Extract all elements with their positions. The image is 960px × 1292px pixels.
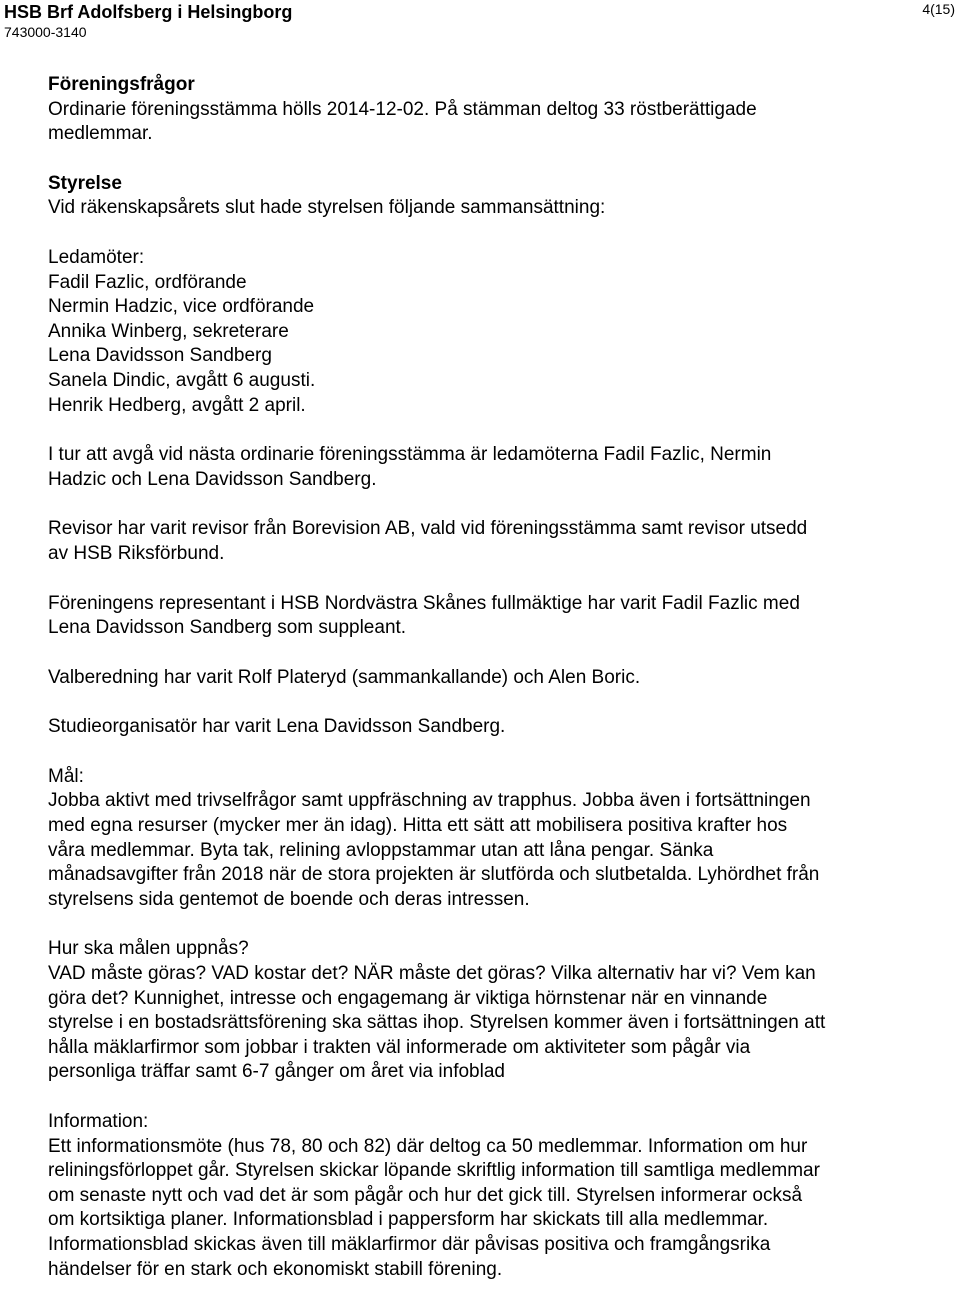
- text-line: styrelse i en bostadsrättsförening ska sättas ihop. Styrelsen kommer även i fortsättningen att: [48, 1012, 826, 1034]
- text-line: Valberedning har varit Rolf Plateryd (sammankallande) och Alen Boric.: [48, 666, 641, 688]
- text-line: styrelsens sida gentemot de boende och deras intressen.: [48, 888, 530, 910]
- text-line: Hadzic och Lena Davidsson Sandberg.: [48, 468, 377, 490]
- section-heading: Hur ska målen uppnås?: [48, 938, 249, 960]
- board-member: Annika Winberg, sekreterare: [48, 320, 289, 342]
- text-line: händelser för en stark och ekonomiskt stabill förening.: [48, 1258, 503, 1280]
- paragraph-studieorganisator: [48, 715, 954, 740]
- paragraph-representant: [48, 592, 954, 641]
- section-heading: Styrelse: [48, 172, 122, 194]
- board-member: Sanela Dindic, avgått 6 augusti.: [48, 369, 316, 391]
- board-member: Fadil Fazlic, ordförande: [48, 271, 247, 293]
- section-heading: Föreningsfrågor: [48, 74, 195, 95]
- text-line: om kortsiktiga planer. Informationsblad i pappersform har skickats till alla medlemmar.: [48, 1209, 769, 1231]
- text-line: Revisor har varit revisor från Borevision AB, vald vid föreningsstämma samt revisor utsedd: [48, 518, 808, 540]
- page-number: 4(15): [922, 1, 955, 17]
- board-member: Lena Davidsson Sandberg: [48, 345, 272, 367]
- text-line: Studieorganisatör har varit Lena Davidsson Sandberg.: [48, 716, 506, 738]
- text-line: våra medlemmar. Byta tak, relining avloppstammar utan att låna pengar. Sänka: [48, 839, 714, 861]
- board-member: Nermin Hadzic, vice ordförande: [48, 296, 315, 318]
- text-line: Lena Davidsson Sandberg som suppleant.: [48, 617, 407, 639]
- text-line: Informationsblad skickas även till mäklarfirmor där påvisas positiva och framgångsrika: [48, 1233, 771, 1255]
- text-line: Ett informationsmöte (hus 78, 80 och 82) där deltog ca 50 medlemmar. Information om hur: [48, 1135, 808, 1157]
- paragraph-revisor: [48, 517, 954, 566]
- text-line: reliningsförloppet går. Styrelsen skickar löpande skriftlig information till samtliga medlemmar: [48, 1160, 820, 1182]
- text-line: Vid räkenskapsårets slut hade styrelsen följande sammansättning:: [48, 197, 606, 219]
- text-line: om senaste nytt och vad det är som pågår och hur det gick till. Styrelsen informerar också: [48, 1184, 803, 1206]
- text-line: Ordinarie föreningsstämma hölls 2014-12-02. På stämman deltog 33 röstberättigade: [48, 98, 757, 120]
- organization-number: 743000-3140: [4, 24, 87, 40]
- text-line: hålla mäklarfirmor som jobbar i trakten väl informerade om aktiviteter som pågår via: [48, 1036, 751, 1058]
- section-styrelse: [48, 172, 954, 418]
- text-line: av HSB Riksförbund.: [48, 542, 225, 564]
- text-line: göra det? Kunnighet, intresse och engagemang är viktiga hörnstenar när en vinnande: [48, 987, 768, 1009]
- text-line: med egna resurser (mycker mer än idag). Hitta ett sätt att mobilisera positiva krafter hos: [48, 815, 788, 837]
- text-line: månadsavgifter från 2018 när de stora projekten är slutförda och slutbetalda. Lyhördhet från: [48, 864, 820, 886]
- paragraph-tur-att-avga: [48, 443, 954, 492]
- section-foreningsfragor: [48, 73, 954, 147]
- document-body: [48, 73, 954, 1282]
- page-header: [0, 0, 960, 44]
- section-mal: [48, 765, 954, 913]
- text-line: VAD måste göras? VAD kostar det? NÄR måste det göras? Vilka alternativ har vi? Vem kan: [48, 963, 816, 985]
- organization-name: HSB Brf Adolfsberg i Helsingborg: [4, 2, 293, 22]
- members-label: Ledamöter:: [48, 246, 145, 268]
- board-member: Henrik Hedberg, avgått 2 april.: [48, 394, 306, 416]
- text-line: personliga träffar samt 6-7 gånger om året via infoblad: [48, 1061, 505, 1083]
- text-line: Föreningens representant i HSB Nordvästra Skånes fullmäktige har varit Fadil Fazlic med: [48, 592, 800, 614]
- section-information: [48, 1110, 954, 1282]
- section-hur-ska-malen-uppnas: [48, 937, 954, 1085]
- paragraph-valberedning: [48, 666, 954, 691]
- section-heading: Information:: [48, 1111, 149, 1132]
- text-line: Jobba aktivt med trivselfrågor samt uppfräschning av trapphus. Jobba även i fortsättningen: [48, 790, 811, 812]
- section-heading: Mål:: [48, 765, 84, 787]
- text-line: I tur att avgå vid nästa ordinarie föreningsstämma är ledamöterna Fadil Fazlic, Nermin: [48, 444, 772, 466]
- text-line: medlemmar.: [48, 123, 153, 145]
